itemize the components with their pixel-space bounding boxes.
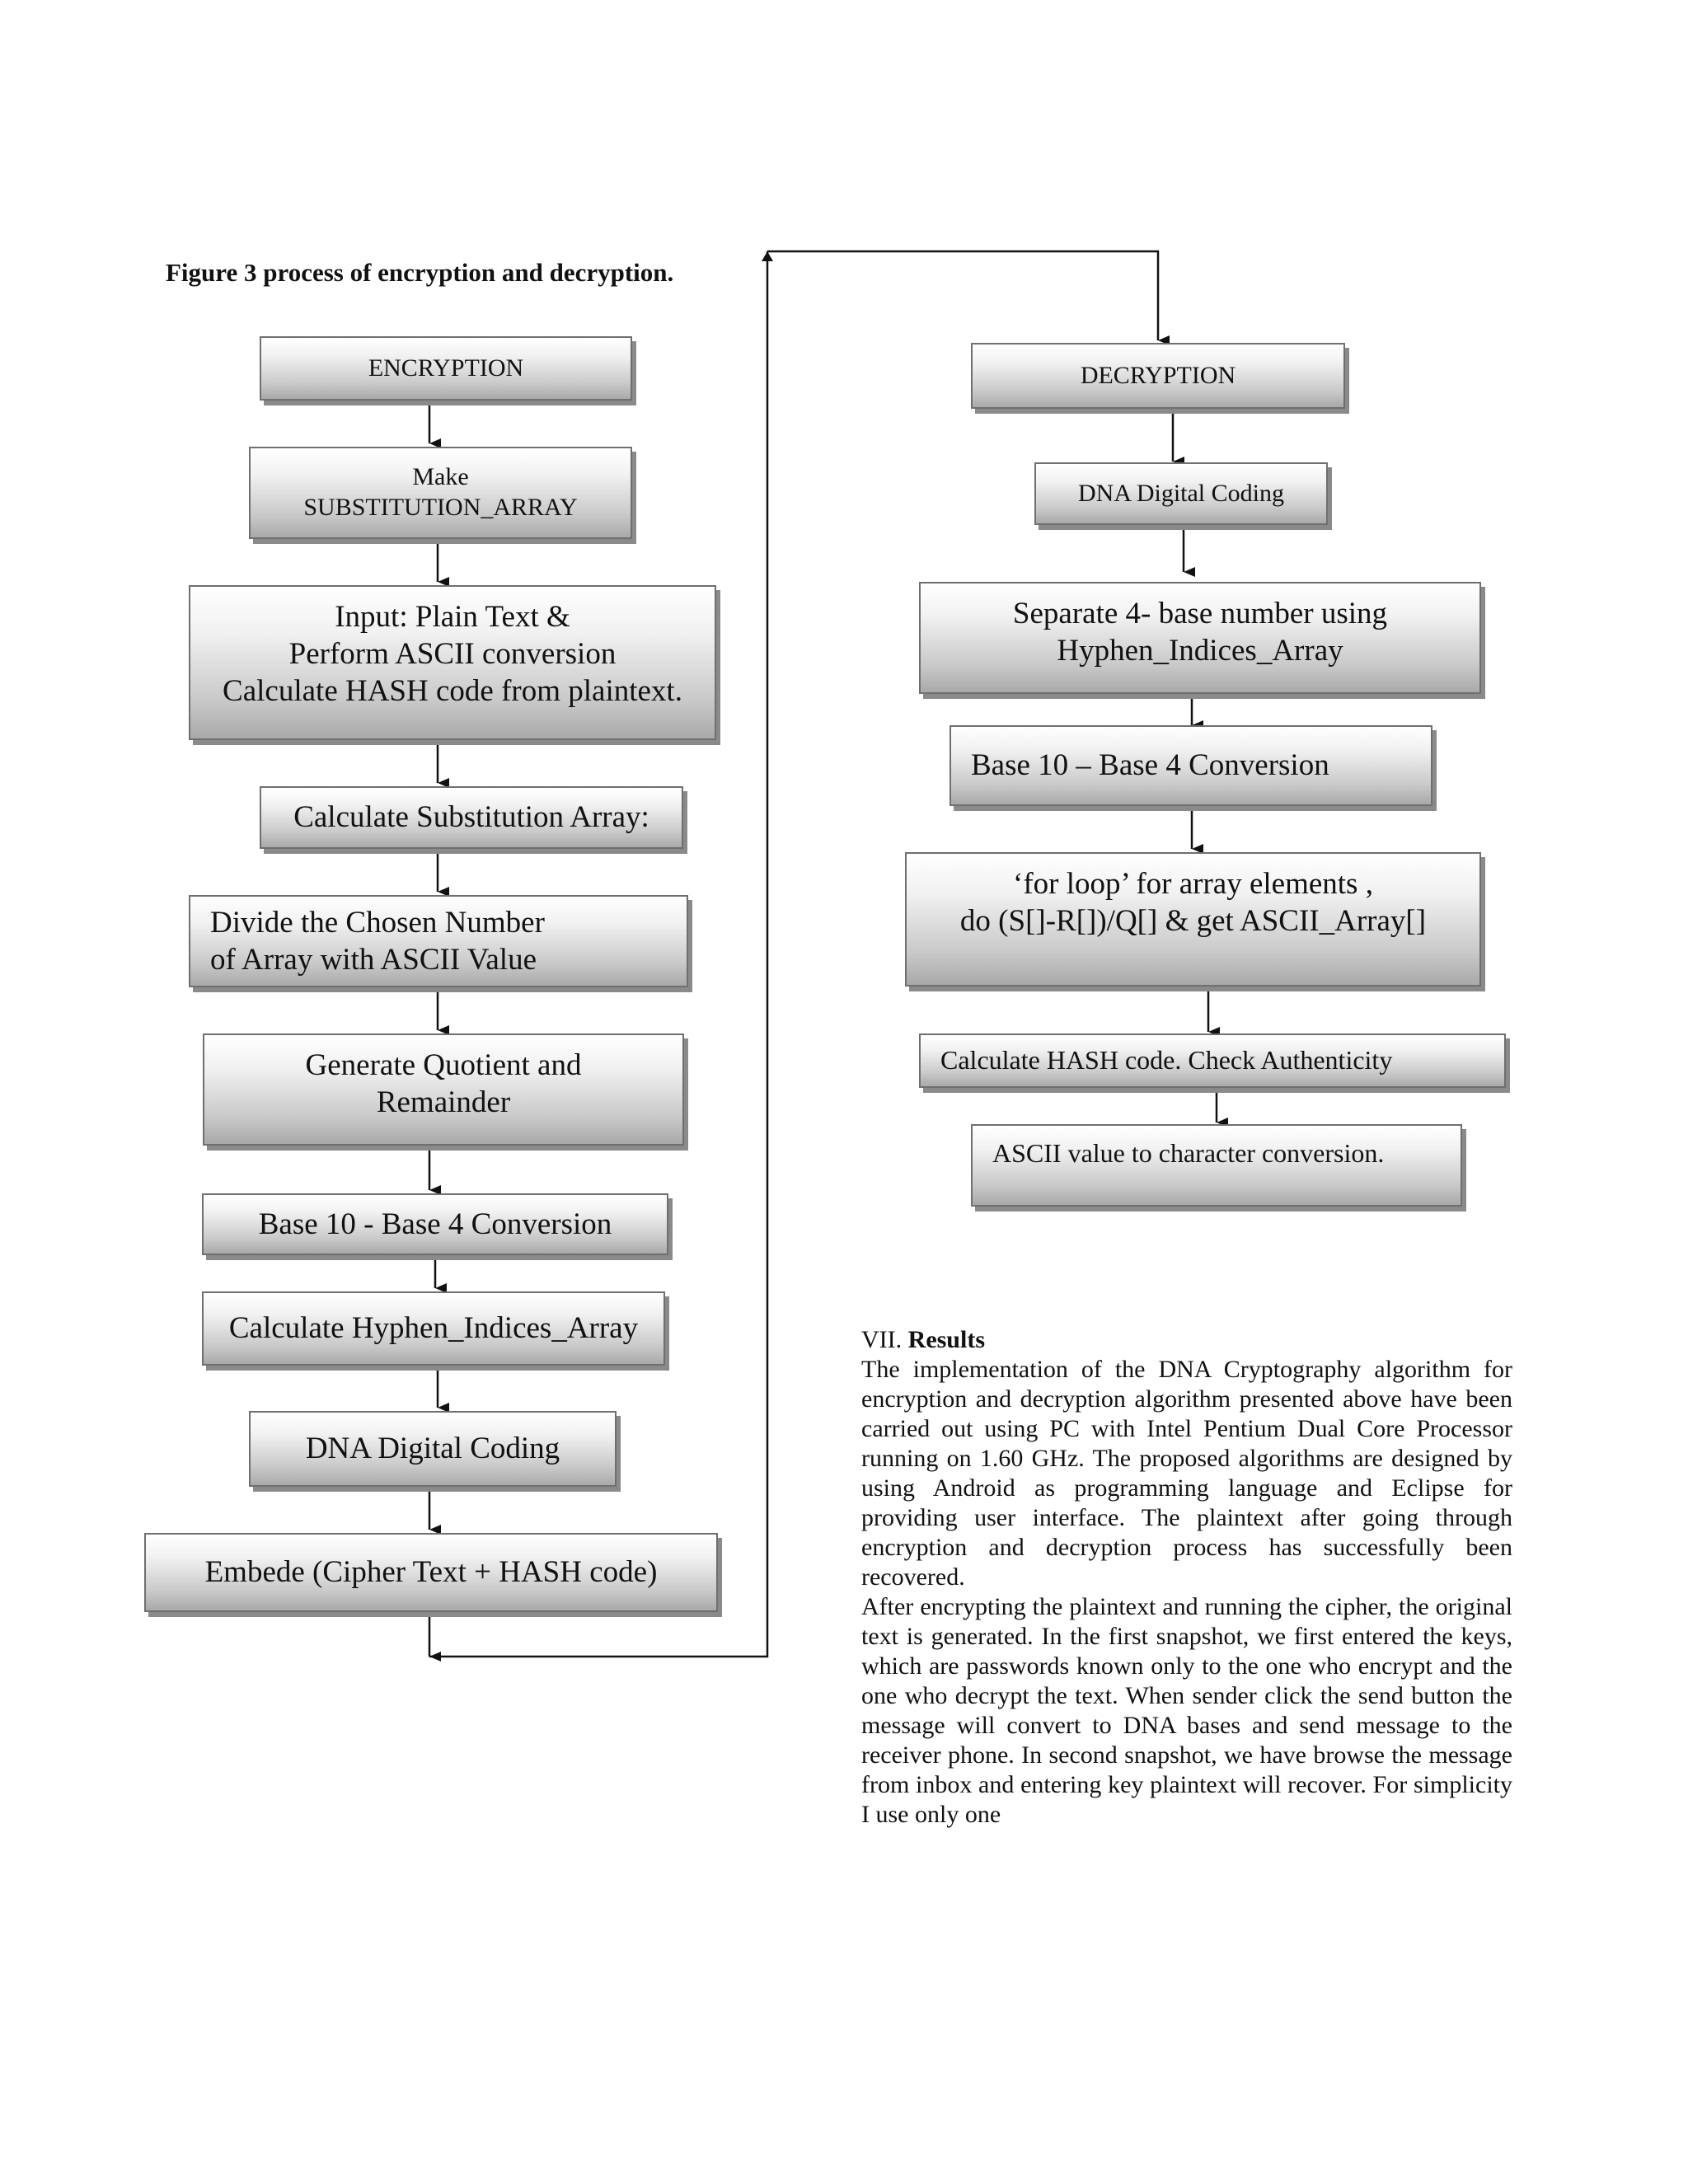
step-label: ‘for loop’ for array elements , — [1013, 867, 1373, 901]
results-paragraph: The implementation of the DNA Cryptography algorithm for encryption and decryption algorithm presented above have been carried out using PC with Intel Pentium Dual Core Processor running on 1.60 GHz. The proposed algorithms are designed by using Android as programming language and Eclipse for providing user interface. The plaintext after going through encryption and decryption process has successfully been recovered. — [861, 1356, 1512, 1591]
step-label: Make — [412, 463, 469, 491]
enc-step-base-conversion — [202, 1193, 668, 1255]
enc-step-input-plaintext — [189, 585, 716, 740]
step-label: Calculate HASH code from plaintext. — [223, 674, 682, 709]
step-label: Base 10 - Base 4 Conversion — [258, 1207, 612, 1241]
enc-step-dna-digital-coding — [249, 1411, 617, 1487]
enc-step-divide-chosen-number — [189, 895, 688, 987]
step-label: SUBSTITUTION_ARRAY — [303, 494, 578, 521]
step-label: Embede (Cipher Text + HASH code) — [204, 1555, 658, 1590]
figure-caption: Figure 3 process of encryption and decryption. — [166, 258, 674, 287]
section-title: Results — [907, 1326, 985, 1353]
enc-step-encryption — [260, 336, 632, 401]
results-paragraph: After encrypting the plaintext and running the cipher, the original text is generated. In the first snapshot, we first entered the keys, which are passwords known only to the one who encrypt and the one who decrypt the text. When sender click the send button the message will convert to DNA bases and send message to the receiver phone. In second snapshot, we have browse the message from inbox and entering key plaintext will recover. For simplicity I use only one — [861, 1593, 1512, 1828]
dec-step-base-conversion — [950, 725, 1432, 806]
step-label: Divide the Chosen Number — [210, 905, 545, 940]
step-label: ASCII value to character conversion. — [992, 1138, 1385, 1168]
step-label: DNA Digital Coding — [305, 1432, 560, 1466]
step-label: ENCRYPTION — [368, 354, 524, 382]
section-heading — [861, 1325, 1512, 1355]
step-label: Remainder — [376, 1085, 511, 1120]
enc-step-calculate-substitution-array — [260, 786, 683, 849]
dec-step-separate-base-number — [919, 582, 1481, 694]
enc-step-generate-quotient-remainder — [203, 1033, 684, 1146]
enc-step-calculate-hyphen-indices — [202, 1291, 665, 1366]
dec-step-calculate-hash — [919, 1033, 1506, 1088]
step-label: Calculate HASH code. Check Authenticity — [940, 1045, 1393, 1076]
step-label: Generate Quotient and — [305, 1048, 582, 1082]
enc-step-make-substitution-array — [249, 447, 632, 539]
enc-step-embed-cipher-hash — [144, 1533, 718, 1612]
section-number: VII. — [861, 1326, 903, 1353]
step-label: Calculate Substitution Array: — [293, 800, 649, 835]
step-label: Hyphen_Indices_Array — [1057, 634, 1343, 668]
step-label: Separate 4- base number using — [1012, 597, 1388, 630]
step-label: Calculate Hyphen_Indices_Array — [228, 1311, 639, 1346]
dec-step-decryption — [971, 343, 1345, 409]
step-label: Input: Plain Text & — [335, 600, 570, 634]
connector-top — [767, 251, 1158, 340]
step-label: do (S[]-R[])/Q[] & get ASCII_Array[] — [959, 904, 1427, 939]
dec-step-for-loop — [905, 852, 1481, 987]
step-label: DNA Digital Coding — [1077, 479, 1284, 507]
dec-step-ascii-to-character — [971, 1124, 1462, 1207]
results-section — [861, 1325, 1512, 1830]
step-label: DECRYPTION — [1080, 361, 1236, 389]
step-label: Perform ASCII conversion — [288, 637, 617, 672]
step-label: of Array with ASCII Value — [210, 943, 537, 977]
dec-step-dna-digital-coding — [1034, 462, 1328, 525]
step-label: Base 10 – Base 4 Conversion — [971, 748, 1329, 783]
